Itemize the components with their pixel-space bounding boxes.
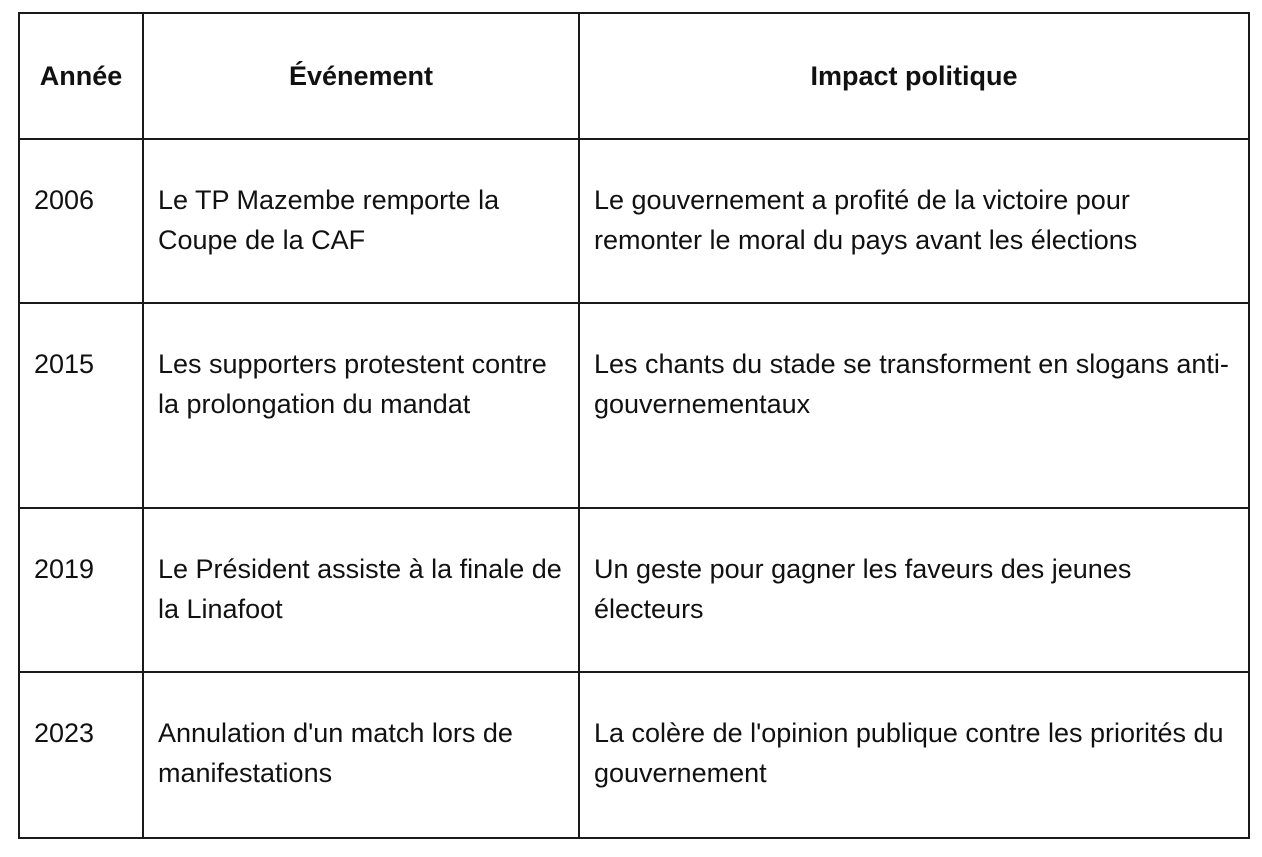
cell-event: Le Président assiste à la finale de la Linafoot bbox=[143, 508, 579, 672]
header-row bbox=[19, 13, 1249, 139]
header-event: Événement bbox=[143, 13, 579, 139]
cell-event: Annulation d'un match lors de manifestations bbox=[143, 672, 579, 838]
cell-impact: Un geste pour gagner les faveurs des jeunes électeurs bbox=[579, 508, 1249, 672]
table-row bbox=[19, 508, 1249, 672]
cell-impact: Le gouvernement a profité de la victoire pour remonter le moral du pays avant les élections bbox=[579, 139, 1249, 303]
table-body bbox=[19, 139, 1249, 838]
table-row bbox=[19, 672, 1249, 838]
cell-year: 2015 bbox=[19, 303, 143, 508]
cell-year: 2006 bbox=[19, 139, 143, 303]
cell-event: Les supporters protestent contre la prolongation du mandat bbox=[143, 303, 579, 508]
header-year: Année bbox=[19, 13, 143, 139]
table-row bbox=[19, 303, 1249, 508]
table-header bbox=[19, 13, 1249, 139]
cell-year: 2019 bbox=[19, 508, 143, 672]
header-impact: Impact politique bbox=[579, 13, 1249, 139]
events-table bbox=[18, 12, 1250, 839]
cell-year: 2023 bbox=[19, 672, 143, 838]
cell-impact: La colère de l'opinion publique contre les priorités du gouvernement bbox=[579, 672, 1249, 838]
cell-impact: Les chants du stade se transforment en slogans anti-gouvernementaux bbox=[579, 303, 1249, 508]
table-row bbox=[19, 139, 1249, 303]
cell-event: Le TP Mazembe remporte la Coupe de la CAF bbox=[143, 139, 579, 303]
